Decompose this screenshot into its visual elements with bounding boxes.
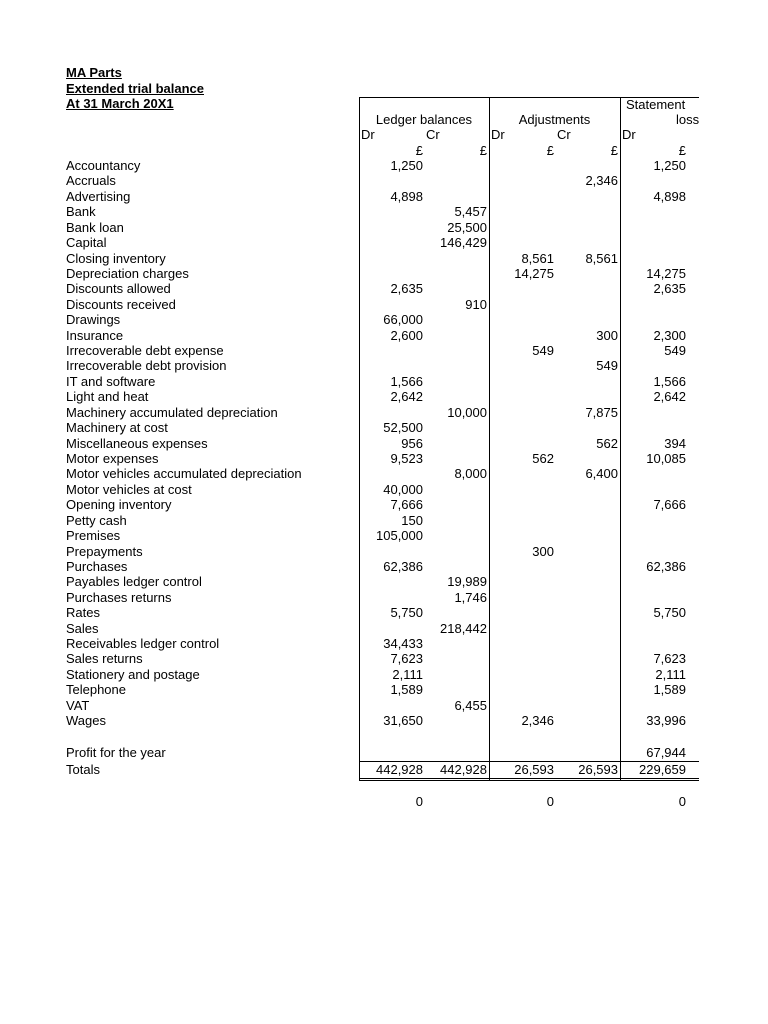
- adjustments-cr-value: 562: [596, 436, 618, 451]
- account-name: Opening inventory: [66, 497, 172, 512]
- ledger-cr-value: 218,442: [440, 621, 487, 636]
- account-name: Petty cash: [66, 513, 127, 528]
- ledger-cr-value: 910: [465, 297, 487, 312]
- account-name: Telephone: [66, 682, 126, 697]
- totals-ledger-dr: 442,928: [376, 762, 423, 777]
- ledger-dr-value: 7,666: [390, 497, 423, 512]
- ledger-cr-value: 19,989: [447, 574, 487, 589]
- account-name: Discounts received: [66, 297, 176, 312]
- account-name: Miscellaneous expenses: [66, 436, 208, 451]
- statement-dr-value: 4,898: [653, 189, 686, 204]
- totals-adjustments-cr: 26,593: [578, 762, 618, 777]
- adjustments-dr-value: 14,275: [514, 266, 554, 281]
- account-name: Accountancy: [66, 158, 141, 173]
- account-name: Wages: [66, 713, 106, 728]
- account-name: Irrecoverable debt expense: [66, 343, 224, 358]
- statement-dr-value: 394: [664, 436, 686, 451]
- statement-dr-value: 1,250: [653, 158, 686, 173]
- account-name: Rates: [66, 605, 100, 620]
- totals-double-rule-1: [359, 778, 699, 779]
- report-title: Extended trial balance: [66, 81, 204, 96]
- totals-adjustments-dr: 26,593: [514, 762, 554, 777]
- report-date: At 31 March 20X1: [66, 96, 174, 111]
- statement-dr-value: 7,623: [653, 651, 686, 666]
- adjustments-dr-value: 2,346: [521, 713, 554, 728]
- ledger-dr-value: 2,111: [392, 667, 423, 682]
- statement-dr-value: 2,635: [653, 281, 686, 296]
- account-name: Drawings: [66, 312, 121, 327]
- statement-dr-value: 14,275: [646, 266, 686, 281]
- totals-statement-dr: 229,659: [639, 762, 686, 777]
- ledger-cr-value: 6,455: [454, 698, 487, 713]
- adjustments-cr-currency: £: [610, 143, 618, 158]
- statement-dr-value: 10,085: [646, 451, 686, 466]
- statement-dr-currency: £: [678, 143, 686, 158]
- statement-dr-value: 1,589: [653, 682, 686, 697]
- adjustments-cr-value: 6,400: [585, 466, 618, 481]
- ledger-dr-value: 34,433: [383, 636, 423, 651]
- totals-ledger-cr: 442,928: [440, 762, 487, 777]
- account-name: Receivables ledger control: [66, 636, 220, 651]
- adjustments-dr-currency: £: [546, 143, 554, 158]
- adjustments-dr-value: 549: [532, 343, 554, 358]
- adjustments-cr-value: 549: [596, 358, 618, 373]
- account-name: Motor vehicles at cost: [66, 482, 192, 497]
- ledger-dr-value: 1,250: [390, 158, 423, 173]
- ledger-dr-value: 40,000: [383, 482, 423, 497]
- statement-dr-value: 7,666: [653, 497, 686, 512]
- adjustments-dr-value: 562: [532, 451, 554, 466]
- ledger-dr-value: 31,650: [383, 713, 423, 728]
- ledger-cr-value: 5,457: [454, 204, 487, 219]
- adjustments-check-value: 0: [546, 794, 554, 809]
- statement-dr-value: 2,111: [655, 667, 686, 682]
- account-name: Sales returns: [66, 651, 143, 666]
- account-name: VAT: [66, 698, 90, 713]
- ledger-dr-currency: £: [415, 143, 423, 158]
- adjustments-cr-header: Cr: [557, 127, 571, 142]
- adjustments-dr-value: 8,561: [521, 251, 554, 266]
- profit-value: 67,944: [646, 745, 686, 760]
- statement-header-loss: loss: [676, 112, 700, 127]
- account-name: Bank: [66, 204, 96, 219]
- account-name: Stationery and postage: [66, 667, 200, 682]
- ledger-dr-value: 5,750: [390, 605, 423, 620]
- adjustments-cr-value: 300: [596, 328, 618, 343]
- adjustments-cr-value: 7,875: [585, 405, 618, 420]
- account-name: Premises: [66, 528, 121, 543]
- ledger-check-value: 0: [415, 794, 423, 809]
- ledger-dr-value: 9,523: [390, 451, 423, 466]
- ledger-dr-value: 1,566: [390, 374, 423, 389]
- account-name: Insurance: [66, 328, 124, 343]
- ledger-cr-value: 25,500: [447, 220, 487, 235]
- ledger-dr-value: 66,000: [383, 312, 423, 327]
- ledger-dr-value: 2,600: [390, 328, 423, 343]
- account-name: Payables ledger control: [66, 574, 202, 589]
- ledger-cr-header: Cr: [426, 127, 440, 142]
- account-name: Motor expenses: [66, 451, 159, 466]
- ledger-dr-value: 150: [401, 513, 423, 528]
- account-name: Depreciation charges: [66, 266, 189, 281]
- ledger-dr-header: Dr: [361, 127, 375, 142]
- ledger-cr-value: 146,429: [440, 235, 487, 250]
- ledger-dr-value: 1,589: [390, 682, 423, 697]
- statement-dr-value: 2,642: [653, 389, 686, 404]
- account-name: Capital: [66, 235, 107, 250]
- ledger-dr-value: 105,000: [376, 528, 423, 543]
- account-name: Irrecoverable debt provision: [66, 358, 227, 373]
- account-name: Purchases returns: [66, 590, 172, 605]
- ledger-cr-value: 8,000: [454, 466, 487, 481]
- account-name: Light and heat: [66, 389, 149, 404]
- statement-header: Statement: [626, 97, 686, 112]
- adjustments-cr-value: 8,561: [585, 251, 618, 266]
- account-name: IT and software: [66, 374, 156, 389]
- ledger-balances-header: Ledger balances: [375, 112, 473, 127]
- account-name: Purchases: [66, 559, 128, 574]
- account-name: Advertising: [66, 189, 131, 204]
- ledger-dr-value: 62,386: [383, 559, 423, 574]
- adjustments-header: Adjustments: [518, 112, 591, 127]
- ledger-dr-value: 2,635: [390, 281, 423, 296]
- account-name: Machinery at cost: [66, 420, 168, 435]
- ledger-dr-value: 2,642: [390, 389, 423, 404]
- account-name: Prepayments: [66, 544, 143, 559]
- ledger-dr-value: 7,623: [390, 651, 423, 666]
- ledger-cr-currency: £: [479, 143, 487, 158]
- adjustments-dr-header: Dr: [491, 127, 505, 142]
- account-name: Discounts allowed: [66, 281, 171, 296]
- ledger-dr-value: 4,898: [390, 189, 423, 204]
- totals-double-rule-2: [359, 780, 699, 781]
- statement-dr-value: 1,566: [653, 374, 686, 389]
- ledger-cr-value: 1,746: [454, 590, 487, 605]
- account-name: Sales: [66, 621, 99, 636]
- statement-dr-header: Dr: [622, 127, 636, 142]
- statement-dr-value: 5,750: [653, 605, 686, 620]
- ledger-dr-value: 956: [401, 436, 423, 451]
- account-name: Bank loan: [66, 220, 124, 235]
- profit-label: Profit for the year: [66, 745, 166, 760]
- statement-dr-value: 549: [664, 343, 686, 358]
- account-name: Closing inventory: [66, 251, 166, 266]
- company-name: MA Parts: [66, 65, 122, 80]
- account-name: Accruals: [66, 173, 116, 188]
- account-name: Motor vehicles accumulated depreciation: [66, 466, 302, 481]
- adjustments-left-border: [489, 97, 490, 781]
- adjustments-dr-value: 300: [532, 544, 554, 559]
- statement-dr-value: 62,386: [646, 559, 686, 574]
- adjustments-cr-value: 2,346: [585, 173, 618, 188]
- ledger-cr-value: 10,000: [447, 405, 487, 420]
- ledger-dr-value: 52,500: [383, 420, 423, 435]
- statement-check-value: 0: [678, 794, 686, 809]
- totals-label: Totals: [66, 762, 100, 777]
- statement-dr-value: 2,300: [653, 328, 686, 343]
- account-name: Machinery accumulated depreciation: [66, 405, 278, 420]
- statement-dr-value: 33,996: [646, 713, 686, 728]
